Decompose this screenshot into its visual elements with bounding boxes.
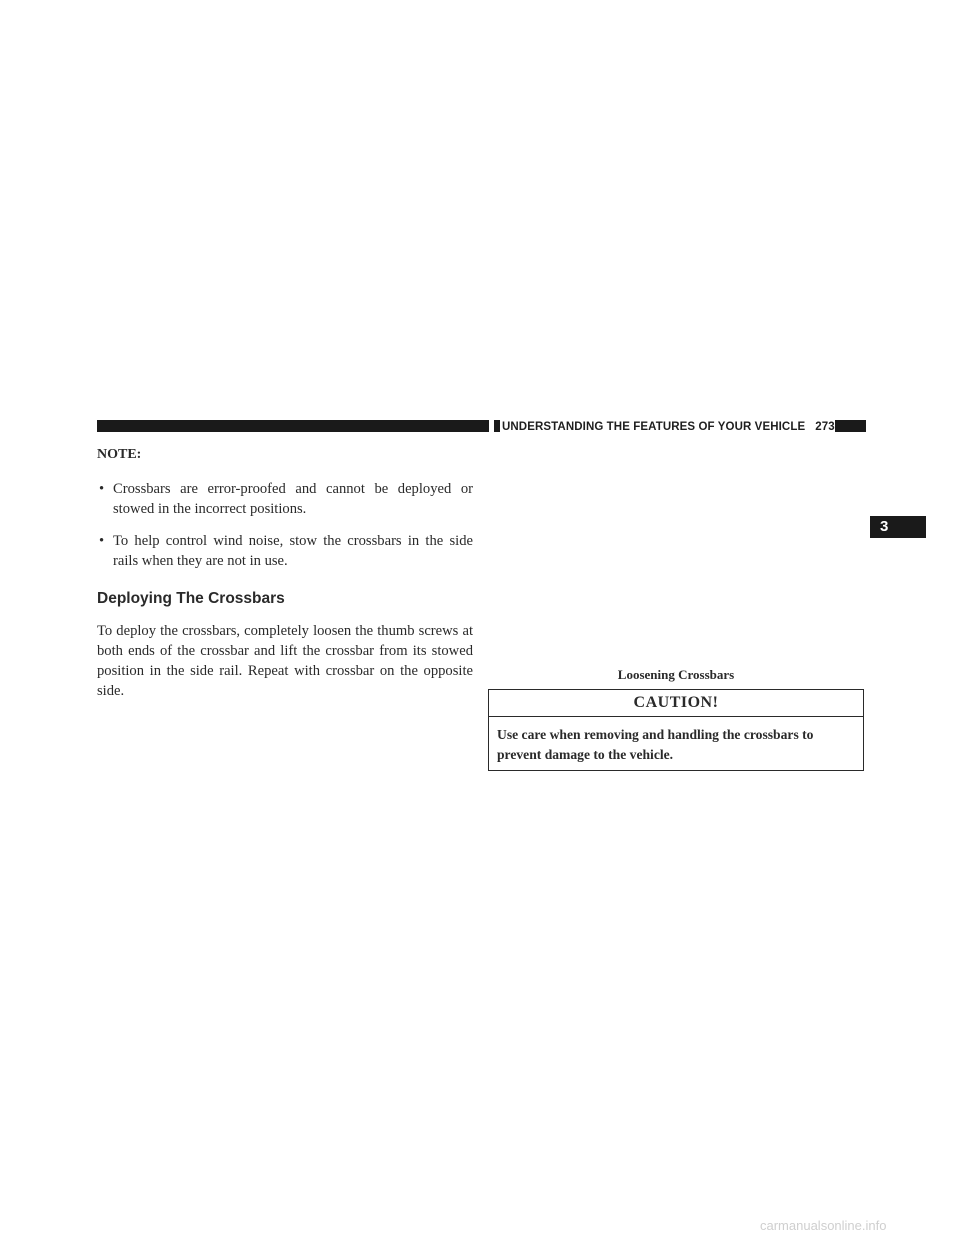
list-item-text: Crossbars are error-proofed and cannot be deployed or stowed in the incorrect positions.	[113, 481, 473, 517]
bullet-icon: •	[99, 481, 105, 497]
list-item-text: To help control wind noise, stow the crossbars in the side rails when they are not in use.	[113, 533, 473, 569]
caution-text: Use care when removing and handling the crossbars to prevent damage to the vehicle.	[497, 727, 814, 762]
header-rule-left	[97, 420, 489, 432]
watermark[interactable]: carmanualsonline.info	[760, 1218, 887, 1233]
running-head	[500, 420, 835, 434]
left-column	[97, 445, 473, 701]
section-paragraph: To deploy the crossbars, completely loosen the thumb screws at both ends of the crossbar and lift the crossbar from its stowed position in the side rail. Repeat with crossbar on the opposite side.	[97, 623, 473, 699]
page-number: 273	[815, 421, 835, 433]
running-head-title: UNDERSTANDING THE FEATURES OF YOUR VEHICLE	[502, 421, 806, 433]
list-item	[97, 479, 473, 519]
note-label: NOTE:	[97, 447, 142, 462]
caution-box	[488, 689, 864, 771]
note-list	[97, 479, 473, 571]
list-item	[97, 531, 473, 571]
chapter-tab: 3	[870, 516, 926, 538]
bullet-icon: •	[99, 533, 105, 549]
section-heading: Deploying The Crossbars	[97, 590, 285, 607]
figure-caption: Loosening Crossbars	[617, 667, 735, 682]
caution-title: CAUTION!	[489, 690, 863, 717]
